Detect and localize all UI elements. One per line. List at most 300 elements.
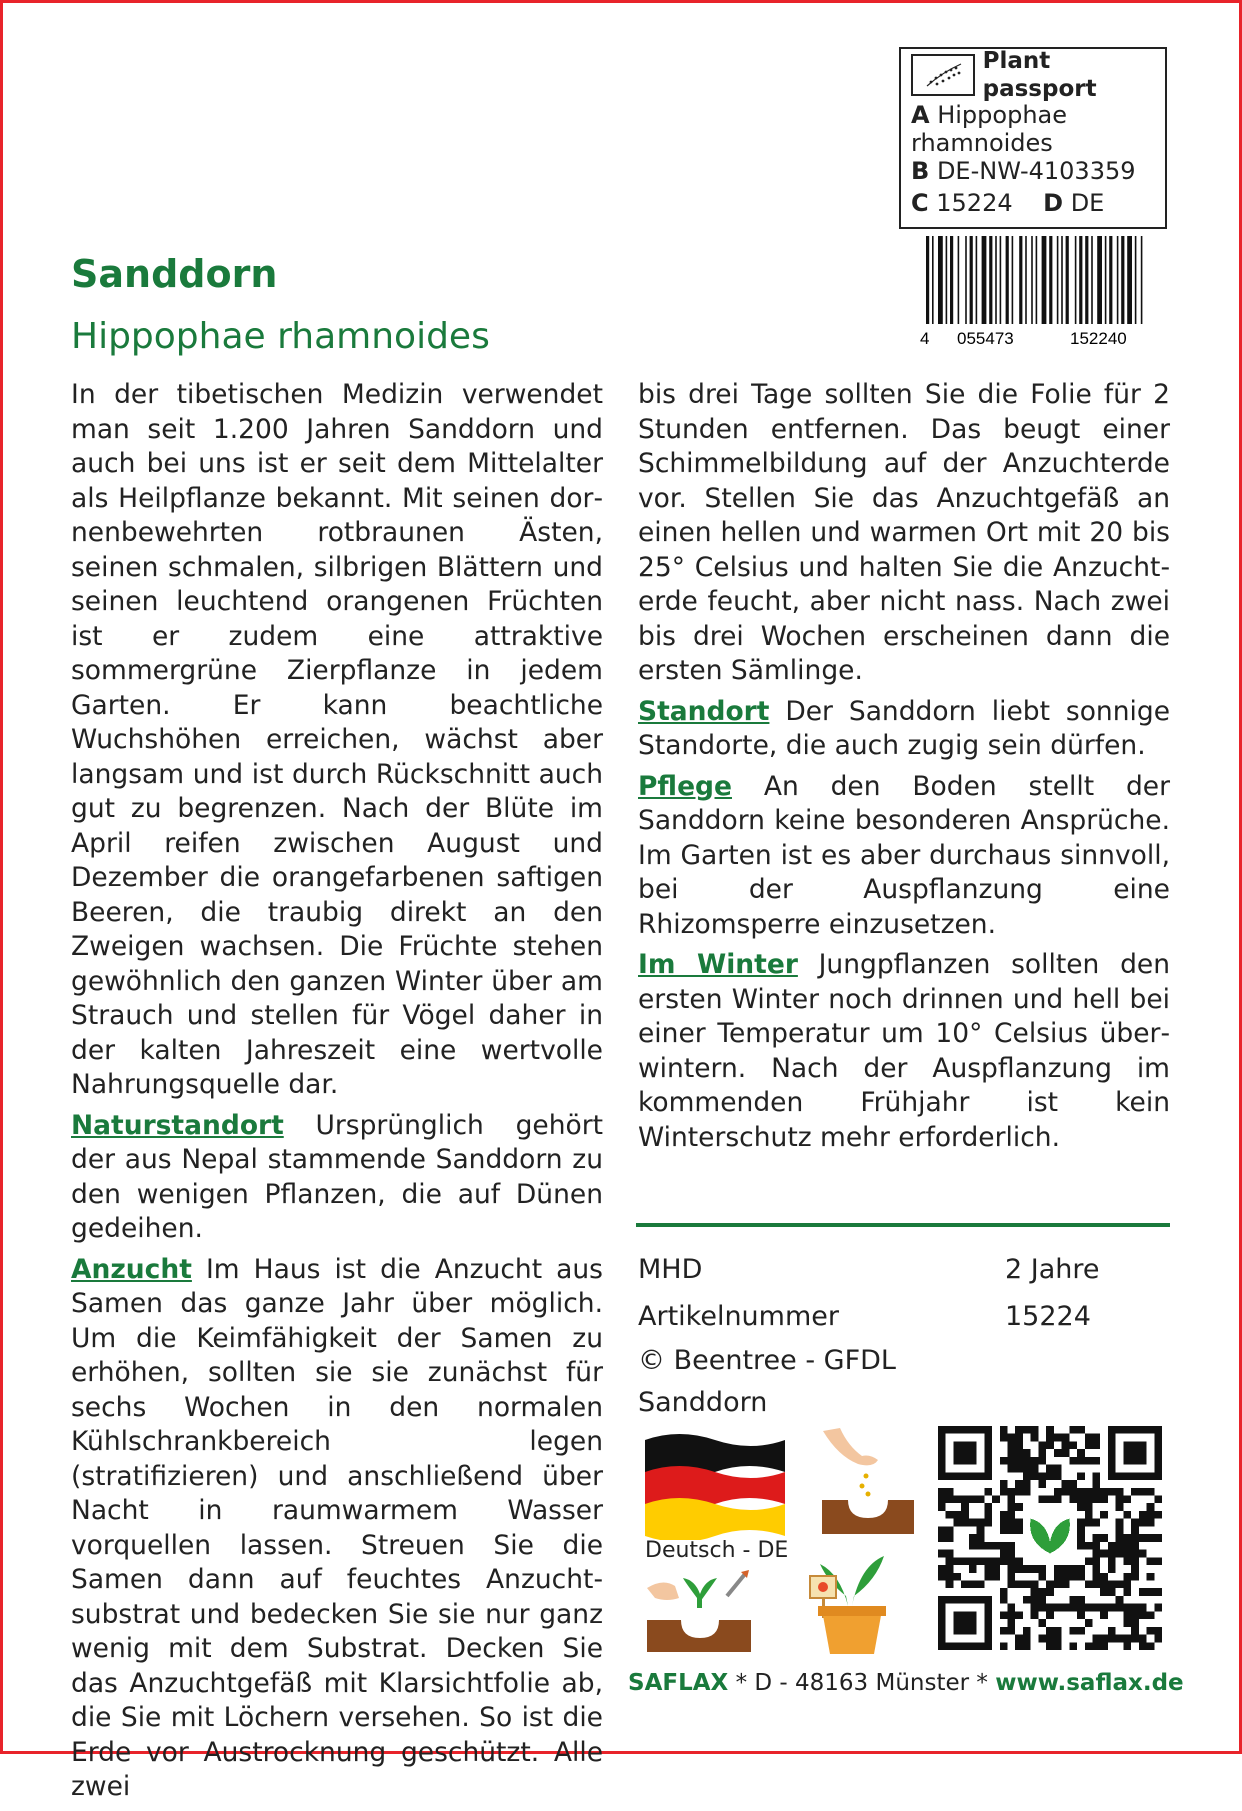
qr-module [1077,1627,1085,1635]
qr-module [1154,1635,1162,1643]
qr-module [1000,1480,1008,1488]
qr-module [1023,1565,1031,1573]
plant-passport [899,47,1167,229]
qr-module [1092,1519,1100,1527]
qr-module [938,1488,946,1496]
qr-module [1123,1588,1131,1596]
qr-module [1023,1472,1031,1480]
qr-module [1069,1627,1077,1635]
qr-module [1077,1542,1085,1550]
qr-module [1092,1441,1100,1449]
barcode [920,236,1170,346]
qr-module [977,1526,985,1534]
barcode-bar [1117,236,1119,324]
qr-module [1085,1542,1093,1550]
qr-module [1123,1496,1131,1504]
qr-module [1077,1604,1085,1612]
qr-module [1139,1604,1147,1612]
qr-module [1000,1511,1008,1519]
mhd-label: MHD [638,1254,703,1285]
qr-module [1092,1635,1100,1643]
qr-module [1023,1465,1031,1473]
qr-module [1000,1557,1008,1565]
qr-module [1008,1573,1016,1581]
qr-module [1147,1611,1155,1619]
qr-module [1054,1472,1062,1480]
qr-module [946,1511,954,1519]
qr-module [1046,1635,1054,1643]
qr-module [1131,1519,1139,1527]
qr-module [1008,1511,1016,1519]
intro-paragraph: In der tibetischen Medizin verwendet man seit 1.200 Jahren Sanddorn und auch bei uns ist er seit dem Mittelalter als Heilpflanze bekannt. Mit seinen dornenbewehrten rotbraunen Ästen, seinen schmalen, silbrigen Blättern und seinen leuchtend orangenen Früchten ist er zudem eine attraktive sommergrüne Zierpflanze in jedem Garten. Er kann beachtliche Wuchshöhen erreichen, wächst aber langsam und ist durch Rückschnitt auch gut zu begrenzen. Nach der Blüte im April reifen zwischen August und Dezember die orangefarbenen saftigen Beeren, die traubig direkt an den Zweigen wachsen. Die Früchte stehen gewöhnlich den ganzen Winter über am Strauch und stellen für Vögel daher in der kalten Jahreszeit eine wertvolle Nahrungsquelle dar. [71,379,603,1100]
qr-module [1131,1526,1139,1534]
qr-module [946,1580,954,1588]
qr-module [1108,1542,1116,1550]
qr-module [1046,1611,1054,1619]
barcode-bar [982,236,987,324]
qr-module [1147,1519,1155,1527]
qr-module [938,1526,946,1534]
qr-module [1077,1426,1085,1434]
barcode-bar [965,236,967,324]
qr-module [1092,1580,1100,1588]
qr-module [969,1519,977,1527]
qr-module [1092,1488,1100,1496]
qr-module [1131,1635,1139,1643]
brand-name: SAFLAX [628,1670,729,1696]
qr-module [1038,1604,1046,1612]
qr-module [1147,1642,1155,1650]
qr-module [1000,1550,1008,1558]
qr-module [946,1573,954,1581]
qr-module [1123,1511,1131,1519]
qr-module [1147,1573,1155,1581]
barcode-bar [938,236,943,324]
qr-module [1054,1565,1062,1573]
qr-module [1008,1557,1016,1565]
barcode-bar [1066,236,1069,324]
qr-module [1100,1635,1108,1643]
qr-module [1031,1434,1039,1442]
qr-module [969,1557,977,1565]
qr-module [1085,1511,1093,1519]
qr-module [1108,1488,1116,1496]
eu-organic-leaf-icon [911,54,975,96]
qr-module [1008,1457,1016,1465]
qr-module [946,1565,954,1573]
qr-module [1046,1604,1054,1612]
qr-module [1085,1434,1093,1442]
qr-module [969,1542,977,1550]
qr-module [1023,1449,1031,1457]
qr-module [1069,1596,1077,1604]
qr-module [1062,1565,1070,1573]
qr-module [1092,1457,1100,1465]
qr-module [1031,1588,1039,1596]
barcode-bar [1012,236,1014,324]
qr-module [1092,1557,1100,1565]
qr-module [1116,1550,1124,1558]
qr-module [1054,1434,1062,1442]
qr-module [1116,1526,1124,1534]
qr-module [938,1496,946,1504]
qr-module [1092,1565,1100,1573]
latin-name: Hippophae rhamnoides [71,316,490,357]
qr-module [1054,1449,1062,1457]
qr-module [992,1557,1000,1565]
passport-line-a2: rhamnoides [911,129,1053,157]
qr-module [1147,1627,1155,1635]
qr-module [1108,1565,1116,1573]
standort-heading: Standort [638,695,770,727]
qr-module [1038,1619,1046,1627]
qr-module [1139,1611,1147,1619]
barcode-bar [1105,236,1107,324]
qr-module [1046,1627,1054,1635]
standort-paragraph: Standort Der Sanddorn liebt sonnige Standorte, die auch zugig sein dürfen. [638,695,1170,761]
qr-module [1023,1457,1031,1465]
pflege-paragraph: Pflege An den Boden stellt der Sanddorn keine besonderen Ansprüche. Im Garten ist es aber durchaus sinnvoll, bei der Auspflanzung eine Rhizomsperre einzusetzen. [638,770,1170,940]
qr-module [1038,1480,1046,1488]
qr-module [1062,1488,1070,1496]
qr-module [984,1565,992,1573]
qr-module [1069,1488,1077,1496]
qr-module [1054,1642,1062,1650]
qr-module [1100,1611,1108,1619]
qr-module [1069,1457,1077,1465]
qr-module [984,1503,992,1511]
qr-module [984,1542,992,1550]
barcode-bar [1109,236,1112,324]
barcode-bar [1121,236,1124,324]
qr-module [1092,1472,1100,1480]
passport-line-cd: C 15224 D DE [911,189,1105,217]
qr-code [938,1426,1162,1650]
qr-module [984,1511,992,1519]
qr-module [1000,1596,1008,1604]
text-column-right [638,378,1170,1161]
qr-module [1015,1635,1023,1643]
qr-module [1069,1642,1077,1650]
qr-module [1116,1542,1124,1550]
barcode-bar [970,236,973,324]
barcode-bar [1000,236,1002,324]
page-title: Sanddorn [71,252,278,296]
qr-module [1031,1426,1039,1434]
qr-module [1038,1635,1046,1643]
qr-module [1069,1426,1077,1434]
qr-module [1038,1588,1046,1596]
barcode-bar [1075,236,1077,324]
qr-module [1046,1580,1054,1588]
qr-module [1054,1465,1062,1473]
qr-module [1046,1496,1054,1504]
qr-module [1154,1588,1162,1596]
qr-module [961,1503,969,1511]
qr-module [1038,1472,1046,1480]
qr-module [946,1534,954,1542]
qr-module [1008,1434,1016,1442]
qr-module [1015,1465,1023,1473]
qr-module [1054,1488,1062,1496]
qr-module [1023,1627,1031,1635]
website-link[interactable]: www.saflax.de [995,1670,1184,1696]
article-label: Artikelnummer [638,1301,839,1332]
qr-module [1147,1534,1155,1542]
qr-module [1046,1434,1054,1442]
qr-module [1077,1534,1085,1542]
qr-module [1023,1596,1031,1604]
qr-module [1092,1434,1100,1442]
qr-module [984,1557,992,1565]
text-column-left [71,378,603,1811]
qr-module [1023,1426,1031,1434]
qr-module [1100,1550,1108,1558]
qr-module [1077,1503,1085,1511]
qr-module [1139,1550,1147,1558]
anzucht-paragraph: Anzucht Im Haus ist die Anzucht aus Samen das ganze Jahr über möglich. Um die Keimfähigkeit der Samen zu erhöhen, sollten sie sie zunächst für sechs Wochen in den normalen Kühlschrankbereich legen (stratifizieren) und anschließend über Nacht in raumwarmem Wasser vorquellen lassen. Streuen Sie die Samen dann auf feuchtes Anzuchtsubstrat und bedecken Sie sie nur ganz wenig mit dem Substrat. Decken Sie das Anzuchtgefäß mit Klarsichtfolie ab, die Sie mit Löchern versehen. So ist die Erde vor Austrocknung geschützt. Alle zwei [71,1253,603,1802]
qr-module [1116,1488,1124,1496]
barcode-bar [995,236,997,324]
barcode-bar [976,236,978,324]
qr-module [1054,1496,1062,1504]
qr-module [1015,1434,1023,1442]
qr-module [1062,1580,1070,1588]
barcode-bar [989,236,992,324]
barcode-bar [1057,236,1059,324]
qr-module [1139,1642,1147,1650]
qr-module [1139,1519,1147,1527]
qr-module [1154,1511,1162,1519]
qr-module [1000,1627,1008,1635]
qr-module [1108,1580,1116,1588]
qr-module [1085,1496,1093,1504]
qr-module [1123,1611,1131,1619]
qr-module [1085,1580,1093,1588]
qr-module [1092,1642,1100,1650]
qr-module [1123,1580,1131,1588]
qr-module [1008,1449,1016,1457]
qr-module [1123,1619,1131,1627]
qr-module [1031,1611,1039,1619]
qr-module [1015,1526,1023,1534]
qr-module [1100,1496,1108,1504]
qr-module [984,1573,992,1581]
barcode-bar [1006,236,1009,324]
barcode-bar [1036,236,1038,324]
qr-module [1038,1573,1046,1581]
qr-module [1000,1457,1008,1465]
qr-module [1123,1642,1131,1650]
qr-module [1000,1588,1008,1596]
qr-module [1031,1472,1039,1480]
qr-module [969,1565,977,1573]
qr-module [1008,1503,1016,1511]
qr-module [1015,1580,1023,1588]
qr-module [953,1557,961,1565]
qr-module [1123,1534,1131,1542]
qr-module [1092,1604,1100,1612]
qr-module [1131,1573,1139,1581]
qr-module [1015,1503,1023,1511]
qr-module [1123,1550,1131,1558]
qr-module [1015,1642,1023,1650]
qr-module [1015,1441,1023,1449]
qr-module [1108,1557,1116,1565]
qr-module [1123,1573,1131,1581]
qr-module [1100,1488,1108,1496]
qr-module [1077,1457,1085,1465]
barcode-bar [1049,236,1052,324]
qr-module [1077,1526,1085,1534]
qr-module [1131,1611,1139,1619]
qr-module [1015,1565,1023,1573]
qr-module [977,1542,985,1550]
qr-module [1108,1588,1116,1596]
qr-module [1008,1580,1016,1588]
qr-module [1147,1503,1155,1511]
anzucht-heading: Anzucht [71,1253,192,1285]
qr-module [1069,1573,1077,1581]
qr-module [1062,1480,1070,1488]
naturstandort-paragraph: Naturstandort Ursprünglich gehört der aus Nepal stammende Sanddorn zu den wenigen Pflanzen, die auf Dünen gedeihen. [71,1109,603,1244]
qr-module [1123,1635,1131,1643]
barcode-bar [932,236,934,324]
qr-module [1100,1573,1108,1581]
qr-module [1077,1565,1085,1573]
qr-module [1023,1480,1031,1488]
qr-module [1154,1604,1162,1612]
mhd-value: 2 Jahre [1005,1254,1100,1285]
qr-module [1147,1488,1155,1496]
qr-module [1108,1604,1116,1612]
qr-module [984,1488,992,1496]
footer [628,1670,1184,1696]
qr-module [1116,1604,1124,1612]
qr-module [1008,1542,1016,1550]
qr-module [938,1550,946,1558]
qr-module [1008,1619,1016,1627]
qr-module [953,1573,961,1581]
qr-module [1131,1627,1139,1635]
qr-module [1000,1611,1008,1619]
qr-module [1038,1449,1046,1457]
qr-module [1108,1635,1116,1643]
qr-module [1077,1472,1085,1480]
qr-module [1062,1441,1070,1449]
passport-line-a: A Hippophae [911,101,1068,129]
barcode-bar [1127,236,1132,324]
qr-module [1062,1434,1070,1442]
qr-module [1139,1511,1147,1519]
qr-module [938,1565,946,1573]
divider [636,1223,1170,1227]
qr-module [946,1526,954,1534]
qr-module [1131,1565,1139,1573]
qr-module [1085,1619,1093,1627]
qr-module [1062,1573,1070,1581]
qr-module [938,1534,946,1542]
barcode-bar [950,236,953,324]
qr-module [969,1496,977,1504]
qr-module [1085,1488,1093,1496]
qr-module [992,1573,1000,1581]
article-value: 15224 [1005,1301,1091,1332]
qr-module [1085,1557,1093,1565]
qr-module [1046,1472,1054,1480]
qr-module [1031,1457,1039,1465]
qr-module [1085,1519,1093,1527]
qr-module [1008,1488,1016,1496]
qr-module [1139,1588,1147,1596]
qr-module [1008,1611,1016,1619]
qr-module [1015,1457,1023,1465]
qr-module [1000,1426,1008,1434]
qr-module [1077,1519,1085,1527]
barcode-bar [1097,236,1102,324]
qr-module [1139,1635,1147,1643]
qr-module [961,1519,969,1527]
qr-module [1131,1542,1139,1550]
qr-module [1069,1480,1077,1488]
qr-module [1046,1588,1054,1596]
qr-module [938,1573,946,1581]
qr-module [961,1557,969,1565]
qr-module [1085,1457,1093,1465]
qr-module [1092,1573,1100,1581]
qr-module [1100,1604,1108,1612]
qr-module [1139,1534,1147,1542]
qr-module [1139,1488,1147,1496]
qr-module [1008,1465,1016,1473]
qr-module [1147,1588,1155,1596]
qr-module [946,1550,954,1558]
qr-module [1031,1580,1039,1588]
qr-module [1038,1596,1046,1604]
language-label: Deutsch - DE [645,1538,789,1563]
photo-caption: Sanddorn [638,1387,768,1418]
qr-module [961,1580,969,1588]
qr-module [1023,1642,1031,1650]
qr-module [1108,1627,1116,1635]
qr-module [1116,1596,1124,1604]
potted-plant-icon [800,1546,900,1656]
qr-module [961,1511,969,1519]
qr-module [1038,1565,1046,1573]
pflege-heading: Pflege [638,770,732,802]
planting-seedling-icon [645,1568,755,1654]
qr-module [1154,1627,1162,1635]
barcode-digit-1: 4 [920,329,930,346]
barcode-bar [926,236,929,324]
qr-module [1015,1449,1023,1457]
qr-module [1054,1604,1062,1612]
qr-module [1046,1642,1054,1650]
qr-module [1092,1480,1100,1488]
qr-module [1100,1588,1108,1596]
qr-module [946,1488,954,1496]
barcode-bar [1019,236,1022,324]
qr-module [1000,1519,1008,1527]
qr-module [1154,1534,1162,1542]
qr-module [1092,1534,1100,1542]
barcode-digits-2: 055473 [957,329,1014,346]
qr-module [1038,1441,1046,1449]
passport-title: Plant passport [982,48,1097,102]
qr-module [1031,1604,1039,1612]
qr-module [1116,1503,1124,1511]
qr-module [1116,1519,1124,1527]
